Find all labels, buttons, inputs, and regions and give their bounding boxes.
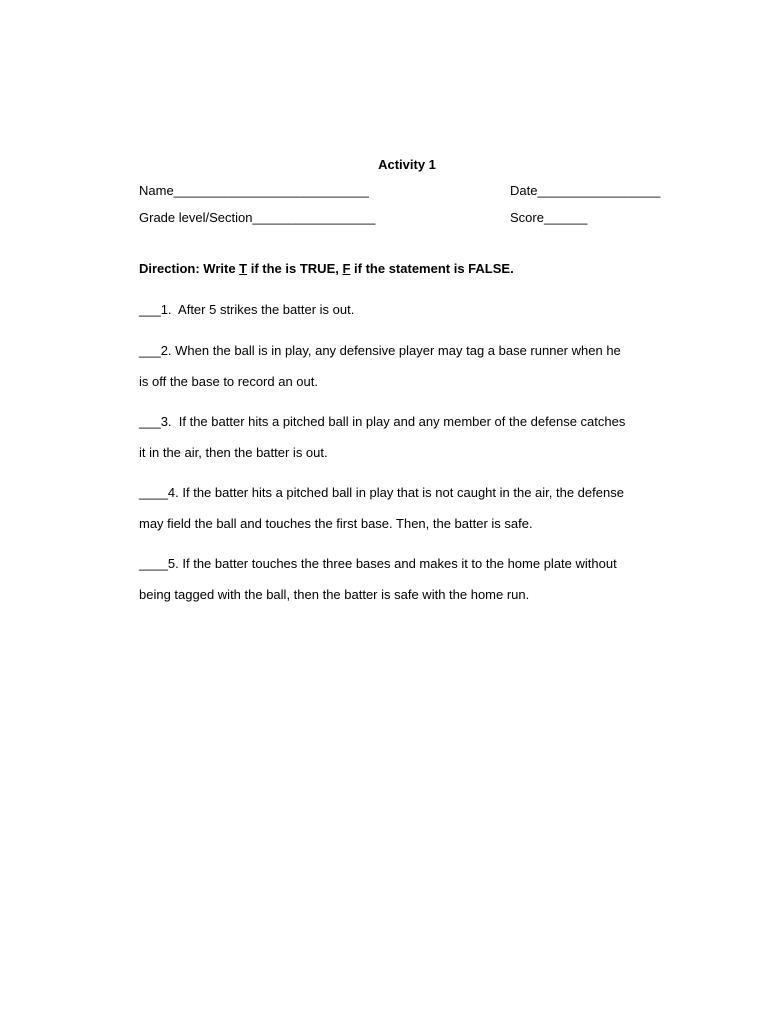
- name-field: Name___________________________: [139, 183, 369, 198]
- question-item-5: [139, 548, 679, 610]
- direction-text: [139, 261, 514, 276]
- question-line: ____5. If the batter touches the three bases and makes it to the home plate without: [139, 556, 617, 571]
- direction-true-letter: T: [239, 261, 248, 276]
- question-item-3: [139, 406, 679, 468]
- question-item-4: [139, 477, 679, 539]
- grade-section-field: Grade level/Section_________________: [139, 210, 376, 225]
- direction-part-2: if the is TRUE,: [247, 261, 343, 276]
- activity-title: Activity 1: [378, 157, 436, 172]
- date-field: Date_________________: [510, 183, 661, 198]
- direction-false-letter: F: [342, 261, 351, 276]
- question-line: ___2. When the ball is in play, any defensive player may tag a base runner when he: [139, 343, 621, 358]
- question-line: is off the base to record an out.: [139, 374, 318, 389]
- question-line: it in the air, then the batter is out.: [139, 445, 328, 460]
- direction-part-1: Direction: Write: [139, 261, 240, 276]
- question-line: may field the ball and touches the first base. Then, the batter is safe.: [139, 516, 533, 531]
- question-line: ___1. After 5 strikes the batter is out.: [139, 302, 355, 317]
- question-item-2: [139, 335, 679, 397]
- question-line: ___3. If the batter hits a pitched ball in play and any member of the defense catches: [139, 414, 626, 429]
- question-line: ____4. If the batter hits a pitched ball in play that is not caught in the air, the defense: [139, 485, 624, 500]
- question-line: being tagged with the ball, then the batter is safe with the home run.: [139, 587, 530, 602]
- question-item-1: [139, 294, 679, 325]
- score-field: Score______: [510, 210, 588, 225]
- direction-part-3: if the statement is FALSE.: [350, 261, 514, 276]
